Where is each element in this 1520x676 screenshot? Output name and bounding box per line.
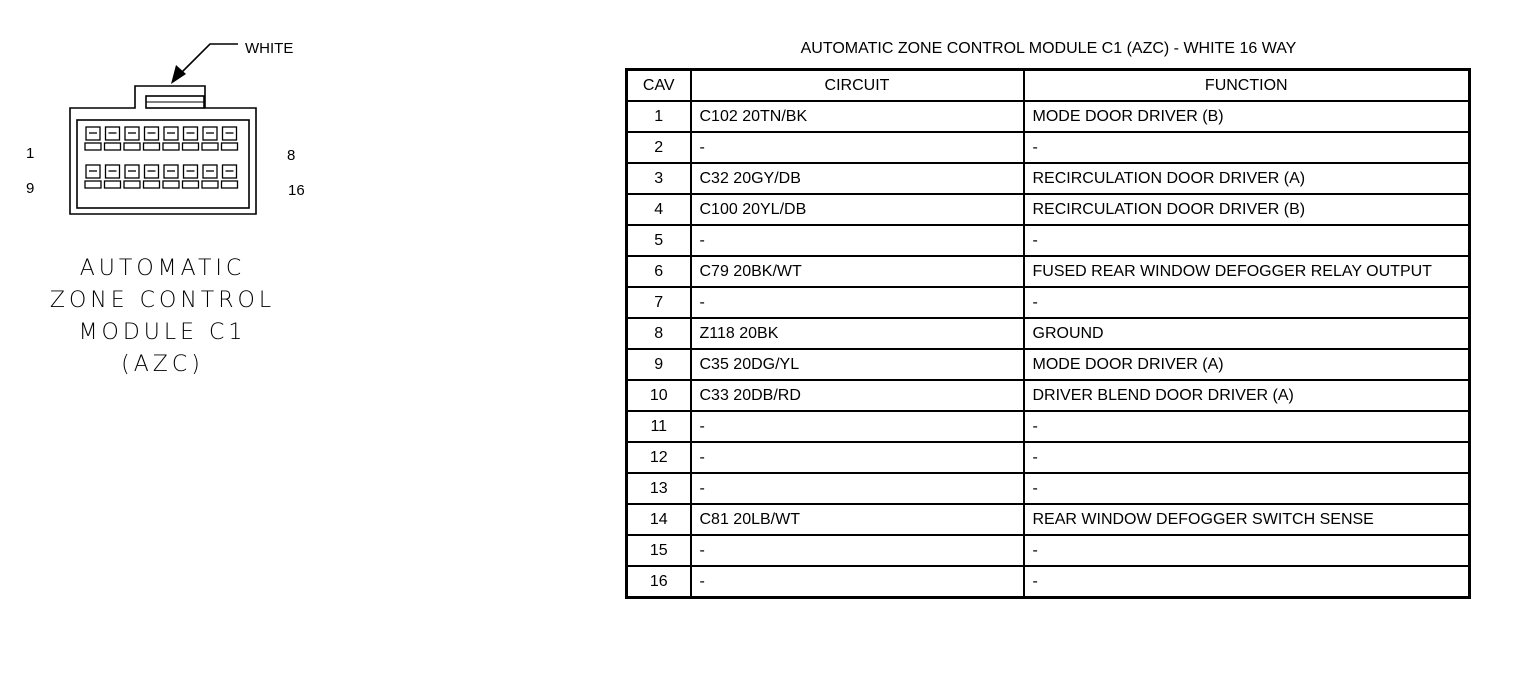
table-row xyxy=(627,442,1470,473)
cavity-2 xyxy=(105,127,121,150)
callout-label: WHITE xyxy=(245,40,294,57)
cav-cell: 13 xyxy=(627,473,691,504)
cavity-11 xyxy=(124,165,140,188)
circuit-cell: - xyxy=(691,411,1024,442)
table-row xyxy=(627,411,1470,442)
cavity-4 xyxy=(144,127,160,150)
cav-cell: 16 xyxy=(627,566,691,598)
function-cell: FUSED REAR WINDOW DEFOGGER RELAY OUTPUT xyxy=(1024,256,1470,287)
function-cell: RECIRCULATION DOOR DRIVER (A) xyxy=(1024,163,1470,194)
header-function: FUNCTION xyxy=(1024,70,1470,102)
circuit-cell: C102 20TN/BK xyxy=(691,101,1024,132)
cav-cell: 1 xyxy=(627,101,691,132)
cavity-16 xyxy=(222,165,238,188)
function-cell: - xyxy=(1024,442,1470,473)
cav-cell: 3 xyxy=(627,163,691,194)
header-circuit: CIRCUIT xyxy=(691,70,1024,102)
pin-label-1: 1 xyxy=(26,145,35,162)
cav-cell: 15 xyxy=(627,535,691,566)
connector-name-line-3: MODULE C1 xyxy=(78,320,247,345)
circuit-cell: - xyxy=(691,442,1024,473)
circuit-cell: C81 20LB/WT xyxy=(691,504,1024,535)
function-cell: - xyxy=(1024,566,1470,598)
function-cell: MODE DOOR DRIVER (B) xyxy=(1024,101,1470,132)
cavity-14 xyxy=(183,165,199,188)
header-cav: CAV xyxy=(627,70,691,102)
circuit-cell: - xyxy=(691,225,1024,256)
cav-cell: 12 xyxy=(627,442,691,473)
circuit-cell: - xyxy=(691,132,1024,163)
connector-name-line-4: (AZC) xyxy=(121,352,204,377)
table-row xyxy=(627,349,1470,380)
circuit-cell: - xyxy=(691,566,1024,598)
function-cell: DRIVER BLEND DOOR DRIVER (A) xyxy=(1024,380,1470,411)
circuit-cell: - xyxy=(691,535,1024,566)
cav-cell: 5 xyxy=(627,225,691,256)
cav-cell: 9 xyxy=(627,349,691,380)
cavity-8 xyxy=(222,127,238,150)
table-row xyxy=(627,504,1470,535)
cavity-5 xyxy=(163,127,179,150)
cavity-1 xyxy=(85,127,101,150)
circuit-cell: C79 20BK/WT xyxy=(691,256,1024,287)
cavity-15 xyxy=(202,165,218,188)
cav-cell: 4 xyxy=(627,194,691,225)
circuit-cell: - xyxy=(691,473,1024,504)
function-cell: MODE DOOR DRIVER (A) xyxy=(1024,349,1470,380)
connector-name-line-2: ZONE CONTROL xyxy=(49,288,276,313)
table-row xyxy=(627,101,1470,132)
function-cell: - xyxy=(1024,535,1470,566)
function-cell: - xyxy=(1024,287,1470,318)
function-cell: - xyxy=(1024,411,1470,442)
table-row xyxy=(627,256,1470,287)
function-cell: - xyxy=(1024,225,1470,256)
cav-cell: 11 xyxy=(627,411,691,442)
table-row xyxy=(627,194,1470,225)
circuit-cell: C35 20DG/YL xyxy=(691,349,1024,380)
pin-label-8: 8 xyxy=(287,147,296,164)
cavity-3 xyxy=(124,127,140,150)
function-cell: - xyxy=(1024,473,1470,504)
function-cell: REAR WINDOW DEFOGGER SWITCH SENSE xyxy=(1024,504,1470,535)
connector-diagram xyxy=(0,0,600,240)
cav-cell: 6 xyxy=(627,256,691,287)
callout-leader xyxy=(178,44,238,76)
table-row xyxy=(627,287,1470,318)
cavity-7 xyxy=(202,127,218,150)
function-cell: - xyxy=(1024,132,1470,163)
cav-cell: 2 xyxy=(627,132,691,163)
table-row xyxy=(627,163,1470,194)
cav-cell: 7 xyxy=(627,287,691,318)
pin-label-9: 9 xyxy=(26,180,35,197)
cav-cell: 10 xyxy=(627,380,691,411)
circuit-cell: Z118 20BK xyxy=(691,318,1024,349)
table-row xyxy=(627,380,1470,411)
cavity-12 xyxy=(144,165,160,188)
cav-cell: 8 xyxy=(627,318,691,349)
callout-arrow-icon xyxy=(171,65,186,84)
function-cell: RECIRCULATION DOOR DRIVER (B) xyxy=(1024,194,1470,225)
table-row xyxy=(627,318,1470,349)
table-row xyxy=(627,566,1470,598)
cavity-9 xyxy=(85,165,101,188)
circuit-cell: - xyxy=(691,287,1024,318)
table-row xyxy=(627,535,1470,566)
connector-name-line-1: AUTOMATIC xyxy=(79,256,246,281)
table-title: AUTOMATIC ZONE CONTROL MODULE C1 (AZC) - WHITE 16 WAY xyxy=(800,40,1297,57)
function-cell: GROUND xyxy=(1024,318,1470,349)
table-row xyxy=(627,225,1470,256)
circuit-cell: C33 20DB/RD xyxy=(691,380,1024,411)
cavity-13 xyxy=(163,165,179,188)
cavity-10 xyxy=(105,165,121,188)
cavity-6 xyxy=(183,127,199,150)
circuit-cell: C100 20YL/DB xyxy=(691,194,1024,225)
cav-cell: 14 xyxy=(627,504,691,535)
table-row xyxy=(627,473,1470,504)
pin-label-16: 16 xyxy=(288,182,305,199)
pinout-table xyxy=(625,68,1471,599)
circuit-cell: C32 20GY/DB xyxy=(691,163,1024,194)
table-row xyxy=(627,132,1470,163)
table-header-row xyxy=(627,70,1470,102)
